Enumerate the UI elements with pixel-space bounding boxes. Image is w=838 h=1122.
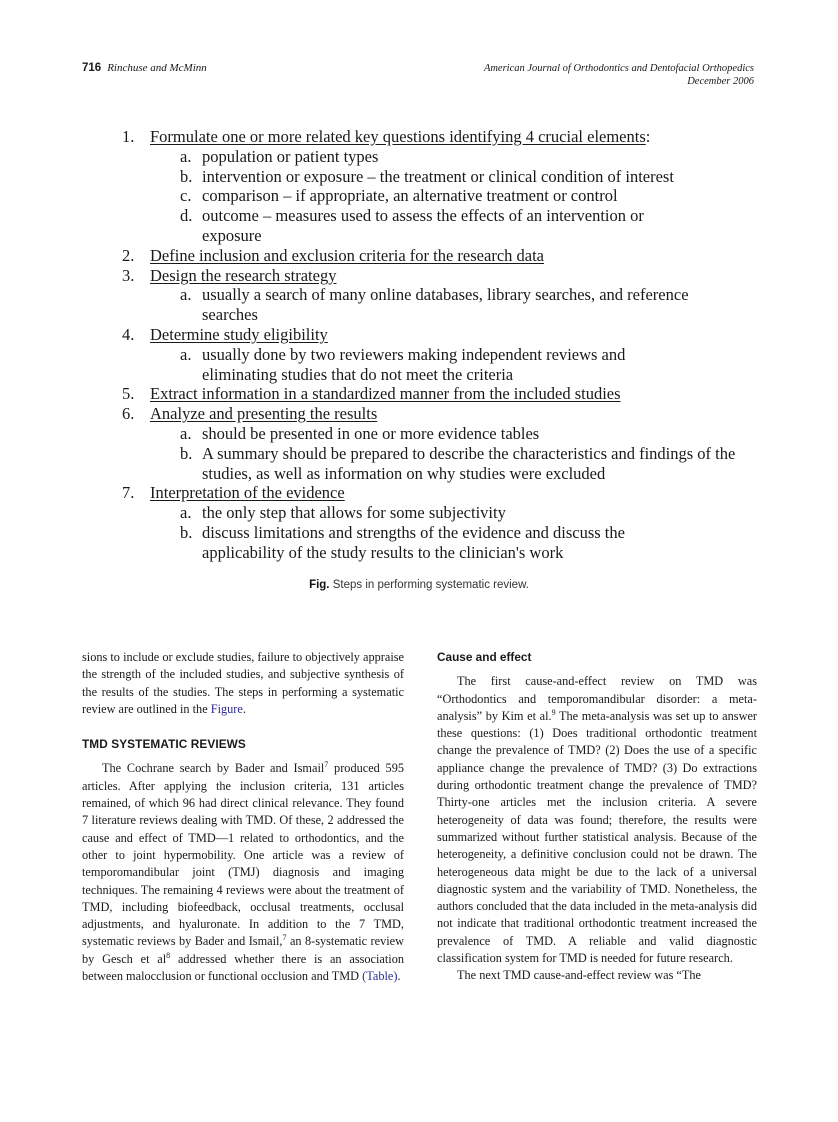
step-number: 3. — [122, 265, 135, 285]
sub-text: should be presented in one or more evidence tables — [202, 423, 540, 443]
sub-text: discuss limitations and strengths of the evidence and discuss the applicability of the study results to the clinician's work — [202, 522, 625, 562]
step-title: Interpretation of the evidence — [150, 483, 345, 503]
sub-letter: c. — [180, 186, 192, 206]
running-head-authors: Rinchuse and McMinn — [107, 62, 207, 74]
step-number: 4. — [122, 324, 135, 344]
figure-steps-list — [118, 127, 738, 563]
paragraph-text: sions to include or exclude studies, failure to objectively appraise the strength of the included studies, and subjective synthesis of the results of the studies. The steps in performing a systematic review are outlined in the — [82, 650, 404, 716]
step-4-sub-a — [118, 345, 738, 385]
left-column — [82, 649, 404, 985]
subsection-heading: Cause and effect — [437, 650, 532, 664]
journal-title: American Journal of Orthodontics and Dentofacial Orthopedics — [483, 63, 754, 74]
step-number: 2. — [122, 245, 135, 265]
paragraph-text: The Cochrane search by Bader and Ismail — [102, 761, 325, 776]
step-title: Analyze and presenting the results — [150, 404, 378, 424]
running-head — [82, 62, 754, 96]
step-2 — [118, 246, 738, 266]
sub-text: A summary should be prepared to describe the characteristics and findings of the studies, as well as information on why studies were excluded — [202, 443, 736, 483]
paragraph-text: The first cause-and-effect review on TMD was “Orthodontics and temporomandibular disorder: a meta-analysis” by Kim et al. — [437, 674, 757, 723]
running-head-right — [484, 62, 754, 88]
sub-text: outcome – measures used to assess the effects of an intervention or exposure — [202, 206, 644, 245]
step-1-sub-d — [118, 206, 738, 246]
sub-text: usually a search of many online databases, library searches, and reference searches — [202, 285, 689, 325]
step-6-sub-b — [118, 444, 738, 484]
sub-letter: a. — [180, 285, 192, 305]
step-7-sub-b — [118, 523, 738, 563]
caption-label: Fig. — [309, 579, 330, 591]
sub-letter: b. — [180, 443, 193, 463]
step-title-suffix: : — [645, 127, 651, 146]
paragraph-text: addressed whether there is an association between malocclusion or functional occlusion and TMD — [82, 951, 405, 984]
paragraph-text: an 8-systematic review by Gesch et al — [82, 934, 405, 966]
sub-letter: a. — [180, 146, 192, 166]
table-link[interactable]: (Table) — [362, 969, 398, 984]
reference-9[interactable]: 9 — [551, 707, 556, 717]
step-title: Define inclusion and exclusion criteria for the research data — [150, 245, 544, 265]
running-head-left — [82, 62, 207, 74]
step-1-sub-c — [118, 186, 738, 206]
reference-7[interactable]: 7 — [282, 933, 287, 943]
paragraph-text: . — [397, 969, 401, 984]
page-number: 716 — [82, 62, 102, 74]
step-number: 6. — [122, 404, 135, 424]
sub-letter: a. — [180, 344, 192, 364]
figure-caption — [0, 579, 838, 591]
paragraph — [437, 673, 757, 967]
paragraph-text: . — [242, 701, 246, 716]
reference-7[interactable]: 7 — [324, 760, 329, 770]
step-title: Design the research strategy — [150, 265, 337, 285]
step-title: Determine study eligibility — [150, 324, 328, 344]
right-column — [437, 649, 757, 985]
step-number: 7. — [122, 483, 135, 503]
step-5 — [118, 384, 738, 404]
figure-link[interactable]: Figure — [210, 701, 243, 716]
sub-letter: a. — [180, 503, 192, 523]
sub-letter: a. — [180, 423, 192, 443]
paragraph — [82, 760, 404, 985]
sub-letter: b. — [180, 522, 193, 542]
issue-date: December 2006 — [687, 76, 754, 87]
step-1 — [118, 127, 738, 147]
step-3-sub-a — [118, 285, 738, 325]
paragraph-text: The meta-analysis was set up to answer these questions: (1) Does traditional orthodontic treatment change the prevalence of TMD? (2) Does the use of a specific appliance change the prevalence of TMD? (3) Do extractions during orthodontic treatment change the prevalence of TMD? Thirty-one articles met the inclusion criteria. A severe heterogeneity of data was found; therefore, the results were summarized without further statistical analysis. Because of the heterogeneity, a definitive conclusion could not be drawn. The heterogeneous data might be due to the lack of a universal diagnostic system and the variability of TMD. Nonetheless, the authors concluded that the data included in the meta-analysis did not indicate that traditional orthodontic treatment increased the prevalence of TMD. A reliable and valid diagnostic classification system for TMD is needed for future research. — [437, 708, 757, 966]
paragraph-text: produced 595 articles. After applying the inclusion criteria, 131 articles remained, of which 96 had direct clinical relevance. They found 7 literature reviews dealing with TMD. Of these, 2 addressed the cause and effect of TMD—1 related to orthodontics, and the other to joint hypermobility. One article was a review of temporomandibular joint (TMJ) diagnosis and imaging techniques. The remaining 4 reviews were about the treatment of TMD, including biofeedback, occlusal treatments, occlusal adjustments, and hyaluronate. In addition to the 7 TMD, systematic reviews by Bader and Ismail, — [82, 761, 404, 949]
caption-text: Steps in performing systematic review. — [332, 579, 529, 591]
step-4 — [118, 325, 738, 345]
step-7-sub-a — [118, 503, 738, 523]
sub-text: comparison – if appropriate, an alternative treatment or control — [202, 186, 618, 206]
step-1-sub-b — [118, 167, 738, 187]
paragraph — [82, 649, 404, 718]
step-6 — [118, 404, 738, 424]
paragraph: The next TMD cause-and-effect review was “The — [457, 968, 702, 983]
sub-text: the only step that allows for some subjectivity — [202, 503, 506, 523]
step-6-sub-a — [118, 424, 738, 444]
sub-text: intervention or exposure – the treatment or clinical condition of interest — [202, 166, 674, 186]
reference-8[interactable]: 8 — [166, 950, 171, 960]
section-heading: TMD SYSTEMATIC REVIEWS — [82, 737, 246, 752]
sub-letter: d. — [180, 206, 193, 226]
step-3 — [118, 266, 738, 286]
sub-text: population or patient types — [202, 146, 379, 166]
step-number: 1. — [122, 127, 135, 146]
sub-text: usually done by two reviewers making independent reviews and eliminating studies that do not meet the criteria — [202, 344, 626, 384]
sub-letter: b. — [180, 166, 193, 186]
step-7 — [118, 483, 738, 503]
step-title: Extract information in a standardized manner from the included studies — [150, 384, 621, 404]
step-number: 5. — [122, 384, 135, 404]
step-1-sub-a — [118, 147, 738, 167]
step-title: Formulate one or more related key questions identifying 4 crucial elements — [150, 127, 646, 146]
